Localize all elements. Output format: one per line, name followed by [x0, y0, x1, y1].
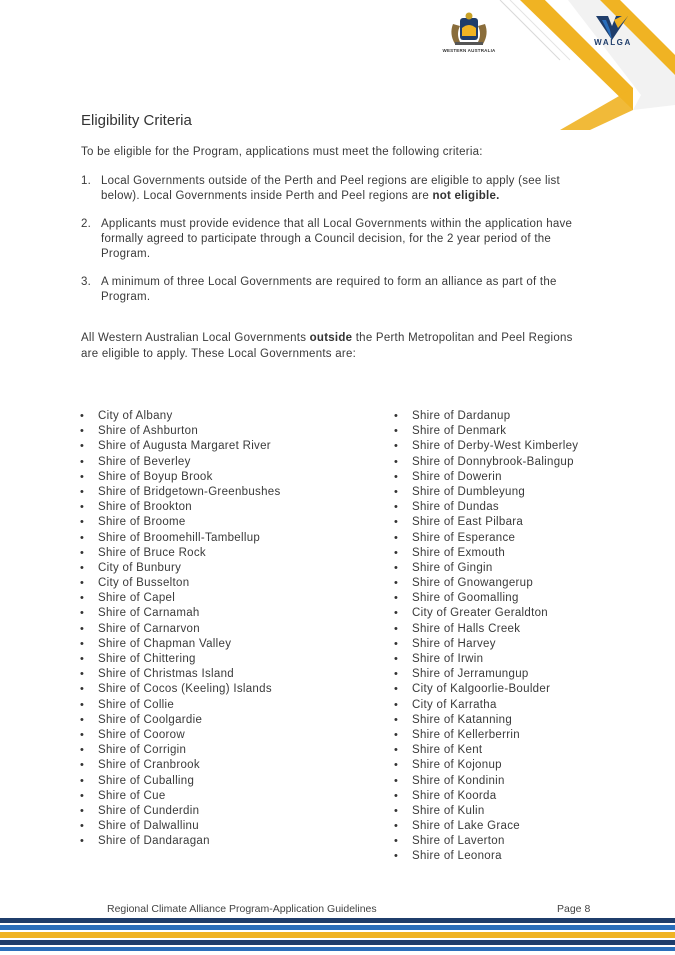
local-government-item: • Shire of Donnybrook-Balingup: [394, 455, 578, 470]
local-government-item: • Shire of Coolgardie: [80, 713, 281, 728]
footer-stripes-graphic: [0, 918, 675, 955]
summary-text-start: All Western Australian Local Governments: [81, 332, 310, 344]
local-government-item: • Shire of Leonora: [394, 849, 578, 864]
local-government-item: • Shire of Exmouth: [394, 546, 578, 561]
local-government-item: • City of Karratha: [394, 698, 578, 713]
local-government-item: • Shire of Denmark: [394, 424, 578, 439]
footer-document-title: Regional Climate Alliance Program-Application Guidelines: [107, 903, 377, 915]
local-government-item: • Shire of Chittering: [80, 652, 281, 667]
criteria-text: A minimum of three Local Governments are required to form an alliance as part of the Program.: [101, 276, 557, 303]
local-government-item: • Shire of Carnarvon: [80, 622, 281, 637]
local-government-item: • Shire of Dandaragan: [80, 834, 281, 849]
local-government-item: • Shire of Irwin: [394, 652, 578, 667]
footer-page-number: Page 8: [557, 903, 591, 915]
criteria-number: 2.: [81, 218, 92, 230]
criteria-text: Applicants must provide evidence that all Local Governments within the application have formally agreed to participate through a Council decision, for the 2 year period of the Program.: [101, 218, 573, 260]
eligibility-summary: [81, 331, 591, 362]
local-government-item: • Shire of Cocos (Keeling) Islands: [80, 682, 281, 697]
local-government-item: • City of Busselton: [80, 576, 281, 591]
local-government-item: • Shire of East Pilbara: [394, 515, 578, 530]
section-title: Eligibility Criteria: [81, 112, 192, 129]
local-government-item: • Shire of Kojonup: [394, 758, 578, 773]
local-government-item: • Shire of Kondinin: [394, 774, 578, 789]
local-government-item: • Shire of Gnowangerup: [394, 576, 578, 591]
criteria-number: 1.: [81, 175, 92, 187]
walga-wordmark: WALGA: [594, 38, 632, 47]
local-government-item: • Shire of Derby-West Kimberley: [394, 439, 578, 454]
local-government-item: • Shire of Lake Grace: [394, 819, 578, 834]
local-government-item: • Shire of Bruce Rock: [80, 546, 281, 561]
intro-paragraph: To be eligible for the Program, applications must meet the following criteria:: [81, 146, 483, 158]
criteria-item: [81, 275, 596, 305]
local-government-item: • Shire of Capel: [80, 591, 281, 606]
local-government-item: • Shire of Cunderdin: [80, 804, 281, 819]
local-government-item: • Shire of Jerramungup: [394, 667, 578, 682]
local-government-item: • Shire of Kent: [394, 743, 578, 758]
local-government-item: • Shire of Broome: [80, 515, 281, 530]
local-government-item: • Shire of Cuballing: [80, 774, 281, 789]
local-government-item: • Shire of Esperance: [394, 531, 578, 546]
criteria-emphasis: not eligible.: [432, 190, 500, 202]
local-government-item: • Shire of Beverley: [80, 455, 281, 470]
local-government-item: • City of Bunbury: [80, 561, 281, 576]
local-government-item: • Shire of Laverton: [394, 834, 578, 849]
criteria-text: Local Governments outside of the Perth and Peel regions are eligible to apply (see list below). Local Governments inside Perth and Peel regions are: [101, 175, 561, 202]
local-government-item: • Shire of Goomalling: [394, 591, 578, 606]
local-government-item: • City of Greater Geraldton: [394, 606, 578, 621]
criteria-number: 3.: [81, 276, 92, 288]
local-government-item: • Shire of Dumbleyung: [394, 485, 578, 500]
local-government-item: • Shire of Dardanup: [394, 409, 578, 424]
local-government-item: • Shire of Broomehill-Tambellup: [80, 531, 281, 546]
crest-caption: WESTERN AUSTRALIA: [442, 48, 496, 53]
local-government-item: • Shire of Christmas Island: [80, 667, 281, 682]
local-government-item: • Shire of Carnamah: [80, 606, 281, 621]
summary-emphasis: outside: [309, 332, 353, 344]
local-government-item: • City of Albany: [80, 409, 281, 424]
local-government-item: • Shire of Dalwallinu: [80, 819, 281, 834]
local-government-item: • Shire of Bridgetown-Greenbushes: [80, 485, 281, 500]
local-government-item: • Shire of Augusta Margaret River: [80, 439, 281, 454]
local-government-item: • City of Kalgoorlie-Boulder: [394, 682, 578, 697]
local-government-list-left: [80, 409, 281, 849]
local-government-item: • Shire of Dundas: [394, 500, 578, 515]
local-government-item: • Shire of Cranbrook: [80, 758, 281, 773]
local-government-item: • Shire of Koorda: [394, 789, 578, 804]
local-government-item: • Shire of Cue: [80, 789, 281, 804]
local-government-item: • Shire of Brookton: [80, 500, 281, 515]
criteria-item: [81, 174, 596, 204]
header-stripes-graphic: [0, 0, 675, 130]
criteria-list: [81, 174, 596, 318]
local-government-item: • Shire of Corrigin: [80, 743, 281, 758]
local-government-item: • Shire of Kulin: [394, 804, 578, 819]
local-government-item: • Shire of Harvey: [394, 637, 578, 652]
local-government-item: • Shire of Gingin: [394, 561, 578, 576]
local-government-list-right: [394, 409, 578, 865]
summary-text-end: the Perth Metropolitan and Peel Regions are eligible to apply. These Local Governments are:: [81, 332, 573, 360]
criteria-item: [81, 217, 596, 262]
local-government-item: • Shire of Chapman Valley: [80, 637, 281, 652]
local-government-item: • Shire of Coorow: [80, 728, 281, 743]
local-government-item: • Shire of Dowerin: [394, 470, 578, 485]
local-government-item: • Shire of Ashburton: [80, 424, 281, 439]
local-government-item: • Shire of Kellerberrin: [394, 728, 578, 743]
local-government-item: • Shire of Katanning: [394, 713, 578, 728]
local-government-item: • Shire of Boyup Brook: [80, 470, 281, 485]
local-government-item: • Shire of Halls Creek: [394, 622, 578, 637]
local-government-item: • Shire of Collie: [80, 698, 281, 713]
